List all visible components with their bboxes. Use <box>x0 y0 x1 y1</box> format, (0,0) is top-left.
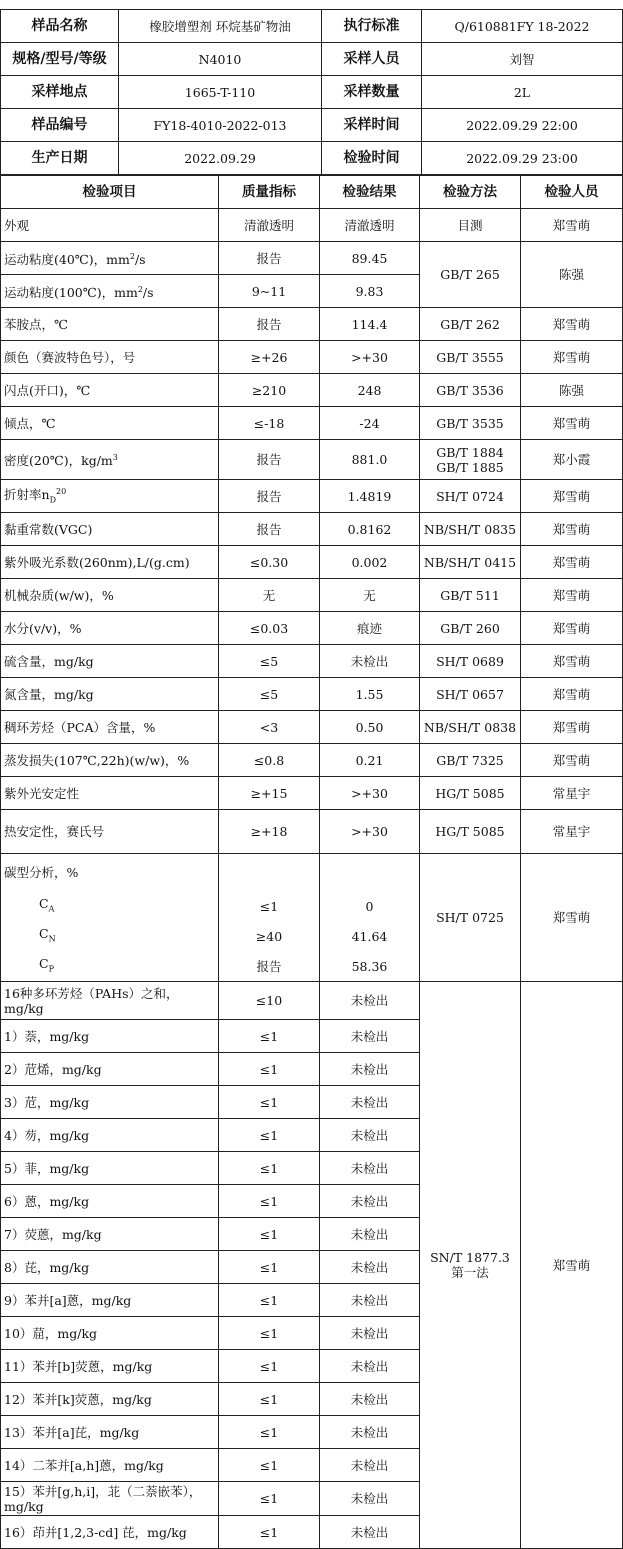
item-suffix: /s <box>134 252 146 268</box>
carbon-title: 碳型分析，% <box>1 854 219 892</box>
table-row <box>1 579 623 612</box>
item-cell <box>1 242 219 275</box>
inspector-cell: 郑雪萌 <box>521 744 623 777</box>
result-cell: 痕迹 <box>320 612 420 645</box>
spec-cell: ≤10 <box>219 982 320 1020</box>
spec-cell: ≤0.03 <box>219 612 320 645</box>
item-superscript: 3 <box>112 453 118 463</box>
method-cell <box>420 711 521 744</box>
spec-cell: 报告 <box>219 308 320 341</box>
table-row <box>1 407 623 440</box>
method-cell <box>420 513 521 546</box>
item-suffix: /s <box>142 285 154 301</box>
result-cell: 未检出 <box>320 1449 420 1482</box>
item-cell <box>1 546 219 579</box>
result-cell: 未检出 <box>320 1218 420 1251</box>
pah-item-cell: 14）二苯并[a,h]蒽，mg/kg <box>1 1449 219 1482</box>
results-table <box>0 175 623 1549</box>
result-cell: 未检出 <box>320 1284 420 1317</box>
location-value: 1665-T-110 <box>119 76 322 109</box>
item-cell <box>1 374 219 407</box>
item-label: 硫含量，mg/kg <box>4 653 94 669</box>
method-cell <box>420 308 521 341</box>
method-cell <box>420 374 521 407</box>
item-label: 黏重常数(VGC) <box>4 521 93 537</box>
sample-no-label: 样品编号 <box>1 109 119 142</box>
spec-cell: ≤5 <box>219 645 320 678</box>
method-label: HG/T 5085 <box>435 785 505 801</box>
inspector-cell: 陈强 <box>521 242 623 308</box>
spec-cell: ≤1 <box>219 1152 320 1185</box>
pah-item-cell: 13）苯并[a]芘，mg/kg <box>1 1416 219 1449</box>
item-cell <box>1 513 219 546</box>
table-row <box>1 546 623 579</box>
item-label: 外观 <box>4 217 30 233</box>
item-cell <box>1 744 219 777</box>
sample-name-value: 橡胶增塑剂 环烷基矿物油 <box>119 10 322 43</box>
item-label: 密度(20℃)，kg/m <box>4 453 113 469</box>
spec-cell: ≤1 <box>219 1350 320 1383</box>
spec-cell: 9~11 <box>219 275 320 308</box>
result-cell: 未检出 <box>320 1119 420 1152</box>
method-label: SH/T 0689 <box>436 653 504 669</box>
result-cell: 未检出 <box>320 645 420 678</box>
spec-cell: 报告 <box>219 480 320 513</box>
item-cell <box>1 209 219 242</box>
spec-cell: 清澈透明 <box>219 209 320 242</box>
header-table <box>0 9 623 175</box>
method-label: GB/T 511 <box>440 587 500 603</box>
item-subscript: D <box>49 495 56 505</box>
column-header-row <box>1 176 623 209</box>
result-cell: >+30 <box>320 341 420 374</box>
item-label: 机械杂质(w/w)，% <box>4 587 114 603</box>
inspector-cell: 郑雪萌 <box>521 407 623 440</box>
item-cell <box>1 645 219 678</box>
carbon-subscript: P <box>48 964 54 974</box>
spec-cell: ≤1 <box>219 1516 320 1549</box>
inspector-cell: 郑雪萌 <box>521 612 623 645</box>
sample-time-value: 2022.09.29 22:00 <box>422 109 623 142</box>
result-cell: 未检出 <box>320 1053 420 1086</box>
method-cell <box>420 209 521 242</box>
inspector-cell: 郑雪萌 <box>521 854 623 982</box>
sampler-value: 刘智 <box>422 43 623 76</box>
sampler-label: 采样人员 <box>322 43 422 76</box>
method-label: HG/T 5085 <box>435 824 505 839</box>
result-cell: 未检出 <box>320 1185 420 1218</box>
item-cell <box>1 777 219 810</box>
result-cell: 无 <box>320 579 420 612</box>
item-cell <box>1 579 219 612</box>
method-label: SH/T 0657 <box>436 686 504 702</box>
item-cell <box>1 440 219 480</box>
table-row <box>1 810 623 854</box>
method-cell <box>420 777 521 810</box>
table-row <box>1 612 623 645</box>
spec-cell: ≤1 <box>219 892 320 922</box>
spec-cell: 报告 <box>219 242 320 275</box>
column-header: 检验方法 <box>420 176 521 209</box>
prod-date-label: 生产日期 <box>1 142 119 175</box>
spec-cell: 报告 <box>219 513 320 546</box>
method-label: GB/T 7325 <box>436 752 504 768</box>
spec-cell: 报告 <box>219 440 320 480</box>
result-cell: 清澈透明 <box>320 209 420 242</box>
item-label: 折射率n <box>4 487 50 503</box>
item-label: 闪点(开口)，℃ <box>4 382 91 398</box>
item-label: 蒸发损失(107℃,22h)(w/w)，% <box>4 752 190 768</box>
pah-title: 16种多环芳烃（PAHs）之和，mg/kg <box>1 982 219 1020</box>
spec-cell: 报告 <box>219 952 320 982</box>
inspector-cell: 常星宇 <box>521 777 623 810</box>
standard-label: 执行标准 <box>322 10 422 43</box>
item-cell <box>1 407 219 440</box>
spec-cell: ≤-18 <box>219 407 320 440</box>
spec-cell: ≥+26 <box>219 341 320 374</box>
method-cell <box>420 480 521 513</box>
carbon-subscript: N <box>48 934 56 944</box>
method-cell <box>420 744 521 777</box>
method-label: SH/T 0724 <box>436 488 504 504</box>
prod-date-value: 2022.09.29 <box>119 142 322 175</box>
result-cell: >+30 <box>320 810 420 854</box>
result-cell: 248 <box>320 374 420 407</box>
quantity-label: 采样数量 <box>322 76 422 109</box>
spec-cell: 无 <box>219 579 320 612</box>
method-cell <box>420 579 521 612</box>
pah-item-cell: 16）茚并[1,2,3-cd] 芘，mg/kg <box>1 1516 219 1549</box>
carbon-item-cell <box>1 952 219 982</box>
method-label: 目测 <box>457 217 483 233</box>
test-time-label: 检验时间 <box>322 142 422 175</box>
test-time-value: 2022.09.29 23:00 <box>422 142 623 175</box>
spec-cell: ≤1 <box>219 1383 320 1416</box>
result-cell: 41.64 <box>320 922 420 952</box>
result-cell: -24 <box>320 407 420 440</box>
carbon-letter: C <box>39 896 49 912</box>
inspector-cell: 郑雪萌 <box>521 209 623 242</box>
spec-cell: ≥210 <box>219 374 320 407</box>
result-cell: 0.50 <box>320 711 420 744</box>
carbon-item-cell <box>1 922 219 952</box>
result-cell: 未检出 <box>320 1317 420 1350</box>
item-cell <box>1 711 219 744</box>
method-cell <box>420 678 521 711</box>
pah-item-cell: 15）苯并[g,h,i]，苝（二萘嵌苯），mg/kg <box>1 1482 219 1516</box>
item-cell <box>1 275 219 308</box>
inspector-cell: 郑雪萌 <box>521 982 623 1549</box>
table-row <box>1 678 623 711</box>
item-label: 颜色（赛波特色号），号 <box>4 349 136 365</box>
method-cell: GB/T 265 <box>420 242 521 308</box>
item-label: 运动粘度(100℃)，mm <box>4 285 138 301</box>
item-label: 倾点，℃ <box>4 415 56 431</box>
spec-cell: ≤0.8 <box>219 744 320 777</box>
spec-cell: <3 <box>219 711 320 744</box>
column-header: 质量指标 <box>219 176 320 209</box>
item-superscript: 20 <box>55 487 67 497</box>
inspector-cell: 郑雪萌 <box>521 308 623 341</box>
inspector-cell: 郑雪萌 <box>521 678 623 711</box>
spec-cell: ≤1 <box>219 1317 320 1350</box>
method-cell <box>420 612 521 645</box>
item-label: 紫外吸光系数(260nm),L/(g.cm) <box>4 554 190 570</box>
item-cell <box>1 612 219 645</box>
item-cell <box>1 810 219 854</box>
result-cell: 未检出 <box>320 1086 420 1119</box>
table-row <box>1 513 623 546</box>
result-cell: 未检出 <box>320 982 420 1020</box>
inspector-cell: 陈强 <box>521 374 623 407</box>
item-label: 稠环芳烃（PCA）含量，% <box>4 719 156 735</box>
empty-cell <box>320 854 420 892</box>
item-label: 苯胺点，℃ <box>4 316 68 332</box>
item-cell <box>1 341 219 374</box>
spec-cell: ≤1 <box>219 1185 320 1218</box>
result-cell: 1.4819 <box>320 480 420 513</box>
result-cell: 未检出 <box>320 1416 420 1449</box>
pah-item-cell: 4）芴，mg/kg <box>1 1119 219 1152</box>
result-cell: 89.45 <box>320 242 420 275</box>
result-cell: 881.0 <box>320 440 420 480</box>
item-cell <box>1 308 219 341</box>
pah-item-cell: 11）苯并[b]荧蒽，mg/kg <box>1 1350 219 1383</box>
sample-name-label: 样品名称 <box>1 10 119 43</box>
method-cell <box>420 645 521 678</box>
pah-item-cell: 12）苯并[k]荧蒽，mg/kg <box>1 1383 219 1416</box>
item-cell <box>1 480 219 513</box>
empty-cell <box>219 854 320 892</box>
carbon-title-row <box>1 854 623 892</box>
result-cell: 0.002 <box>320 546 420 579</box>
standard-value: Q/610881FY 18-2022 <box>422 10 623 43</box>
table-row <box>1 440 623 480</box>
table-row <box>1 242 623 275</box>
method-label: GB/T 3535 <box>436 415 504 431</box>
method-cell <box>420 341 521 374</box>
inspector-cell: 常星宇 <box>521 810 623 854</box>
method-label: NB/SH/T 0415 <box>423 554 517 570</box>
inspector-cell: 郑雪萌 <box>521 579 623 612</box>
inspector-cell: 郑雪萌 <box>521 480 623 513</box>
method-label: NB/SH/T 0835 <box>423 521 517 537</box>
result-cell: 未检出 <box>320 1383 420 1416</box>
result-cell: >+30 <box>320 777 420 810</box>
pah-item-cell: 10）䓛，mg/kg <box>1 1317 219 1350</box>
method-label: NB/SH/T 0838 <box>423 719 517 735</box>
result-cell: 未检出 <box>320 1251 420 1284</box>
table-row <box>1 744 623 777</box>
method-cell <box>420 810 521 854</box>
table-row <box>1 645 623 678</box>
inspector-cell: 郑雪萌 <box>521 513 623 546</box>
inspector-cell: 郑雪萌 <box>521 546 623 579</box>
pah-item-cell: 7）荧蒽，mg/kg <box>1 1218 219 1251</box>
carbon-item-cell <box>1 892 219 922</box>
item-label: 紫外光安定性 <box>4 785 80 801</box>
table-row <box>1 341 623 374</box>
pah-item-cell: 9）苯并[a]蒽，mg/kg <box>1 1284 219 1317</box>
spec-cell: ≥+15 <box>219 777 320 810</box>
result-cell: 未检出 <box>320 1516 420 1549</box>
spec-cell: ≤1 <box>219 1251 320 1284</box>
result-cell: 58.36 <box>320 952 420 982</box>
pah-title-row <box>1 982 623 1020</box>
table-row <box>1 711 623 744</box>
table-row <box>1 480 623 513</box>
method-cell <box>420 407 521 440</box>
table-row <box>1 777 623 810</box>
method-label: GB/T 3536 <box>436 382 504 398</box>
spec-value: N4010 <box>119 43 322 76</box>
result-cell: 0 <box>320 892 420 922</box>
sample-time-label: 采样时间 <box>322 109 422 142</box>
result-cell: 未检出 <box>320 1482 420 1516</box>
spec-cell: ≤0.30 <box>219 546 320 579</box>
pah-item-cell: 2）苊烯，mg/kg <box>1 1053 219 1086</box>
pah-item-cell: 3）苊，mg/kg <box>1 1086 219 1119</box>
inspector-cell: 郑雪萌 <box>521 341 623 374</box>
carbon-letter: C <box>39 926 49 942</box>
result-cell: 9.83 <box>320 275 420 308</box>
column-header: 检验项目 <box>1 176 219 209</box>
result-cell: 未检出 <box>320 1350 420 1383</box>
item-label: 热安定性，赛氏号 <box>4 824 105 839</box>
pah-item-cell: 8）芘，mg/kg <box>1 1251 219 1284</box>
inspector-cell: 郑雪萌 <box>521 645 623 678</box>
result-cell: 未检出 <box>320 1152 420 1185</box>
sample-no-value: FY18-4010-2022-013 <box>119 109 322 142</box>
result-cell: 114.4 <box>320 308 420 341</box>
method-label: GB/T 262 <box>440 316 500 332</box>
item-superscript: 2 <box>137 284 143 294</box>
result-cell: 1.55 <box>320 678 420 711</box>
result-cell: 未检出 <box>320 1020 420 1053</box>
pah-item-cell: 6）蒽，mg/kg <box>1 1185 219 1218</box>
spec-cell: ≤5 <box>219 678 320 711</box>
result-cell: 0.21 <box>320 744 420 777</box>
spec-cell: ≤1 <box>219 1020 320 1053</box>
column-header: 检验人员 <box>521 176 623 209</box>
spec-label: 规格/型号/等级 <box>1 43 119 76</box>
spec-cell: ≤1 <box>219 1416 320 1449</box>
item-label: 运动粘度(40℃)，mm <box>4 252 130 268</box>
spec-cell: ≥+18 <box>219 810 320 854</box>
table-row <box>1 374 623 407</box>
location-label: 采样地点 <box>1 76 119 109</box>
table-row <box>1 308 623 341</box>
pah-item-cell: 1）萘，mg/kg <box>1 1020 219 1053</box>
method-label: GB/T 1885 <box>436 459 504 475</box>
inspector-cell: 郑雪萌 <box>521 711 623 744</box>
column-header: 检验结果 <box>320 176 420 209</box>
item-superscript: 2 <box>129 251 135 261</box>
method-label: GB/T 260 <box>440 620 500 636</box>
method-label: 第一法 <box>451 1265 489 1280</box>
method-label: GB/T 1884 <box>436 444 504 460</box>
carbon-subscript: A <box>48 904 55 914</box>
spec-cell: ≤1 <box>219 1053 320 1086</box>
spec-cell: ≤1 <box>219 1086 320 1119</box>
pah-item-cell: 5）菲，mg/kg <box>1 1152 219 1185</box>
item-label: 水分(v/v)，% <box>4 620 82 636</box>
table-row <box>1 209 623 242</box>
method-label: SN/T 1877.3 <box>430 1250 510 1265</box>
item-label: 氮含量，mg/kg <box>4 686 94 702</box>
item-cell <box>1 678 219 711</box>
spec-cell: ≥40 <box>219 922 320 952</box>
spec-cell: ≤1 <box>219 1482 320 1516</box>
spec-cell: ≤1 <box>219 1284 320 1317</box>
method-cell: SH/T 0725 <box>420 854 521 982</box>
method-cell <box>420 982 521 1549</box>
result-cell: 0.8162 <box>320 513 420 546</box>
spec-cell: ≤1 <box>219 1449 320 1482</box>
carbon-letter: C <box>39 956 49 971</box>
spec-cell: ≤1 <box>219 1119 320 1152</box>
quantity-value: 2L <box>422 76 623 109</box>
method-cell <box>420 440 521 480</box>
method-cell <box>420 546 521 579</box>
inspector-cell: 郑小霞 <box>521 440 623 480</box>
method-label: GB/T 3555 <box>436 349 504 365</box>
spec-cell: ≤1 <box>219 1218 320 1251</box>
